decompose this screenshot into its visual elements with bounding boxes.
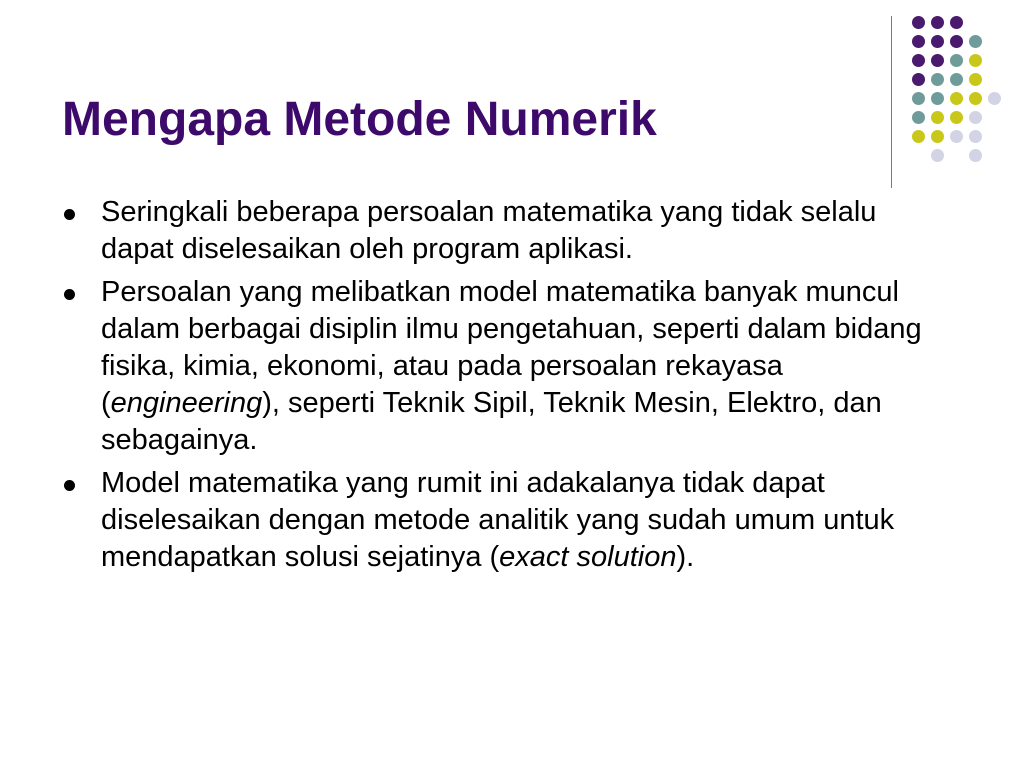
dot-purple [912,35,925,48]
dot-teal [950,73,963,86]
dot-lavender [969,130,982,143]
dot-purple [912,54,925,67]
dot-olive [950,92,963,105]
dot-olive [969,54,982,67]
dot-purple [931,54,944,67]
dot-teal [931,73,944,86]
dot-olive [969,73,982,86]
bullet-dot-icon [64,289,75,300]
dot-purple [912,16,925,29]
dot-olive [969,92,982,105]
bullet-dot-icon [64,480,75,491]
bullet-text-italic: exact solution [499,541,677,573]
bullet-list [62,194,942,582]
dot-lavender [931,149,944,162]
bullet-text-part: ), seperti Teknik Sipil, Teknik Mesin, Elektro, dan sebagainya. [101,387,882,456]
dot-lavender [988,92,1001,105]
dot-purple [950,16,963,29]
dot-purple [950,35,963,48]
bullet-text-part: Seringkali beberapa persoalan matematika yang tidak selalu dapat diselesaikan oleh program aplikasi. [101,196,877,265]
bullet-text-part: Persoalan yang melibatkan model matematika banyak muncul dalam berbagai disiplin ilmu pengetahuan, seperti dalam bidang fisika, kimia, ekonomi, atau pada persoalan rekayasa ( [101,276,922,419]
dot-purple [912,73,925,86]
dot-lavender [969,149,982,162]
bullet-item [62,274,942,459]
dot-teal [931,92,944,105]
dot-olive [912,130,925,143]
bullet-text-part: ). [676,541,695,573]
bullet-text-italic: engineering [110,387,263,419]
bullet-item [62,465,942,576]
bullet-item [62,194,942,268]
dot-lavender [969,111,982,124]
dot-olive [931,111,944,124]
dot-olive [931,130,944,143]
dot-purple [931,16,944,29]
dot-teal [912,111,925,124]
dot-olive [950,111,963,124]
bullet-text [101,196,876,265]
title-divider-line [891,16,892,188]
bullet-text [101,276,922,456]
dot-teal [969,35,982,48]
dot-purple [931,35,944,48]
slide-title: Mengapa Metode Numerik [62,93,657,146]
dot-teal [912,92,925,105]
dot-lavender [950,130,963,143]
bullet-dot-icon [64,209,75,220]
bullet-text [101,467,894,573]
dot-teal [950,54,963,67]
bullet-text-part: Model matematika yang rumit ini adakalanya tidak dapat diselesaikan dengan metode analitik yang sudah umum untuk mendapatkan solusi sejatinya ( [101,467,895,573]
